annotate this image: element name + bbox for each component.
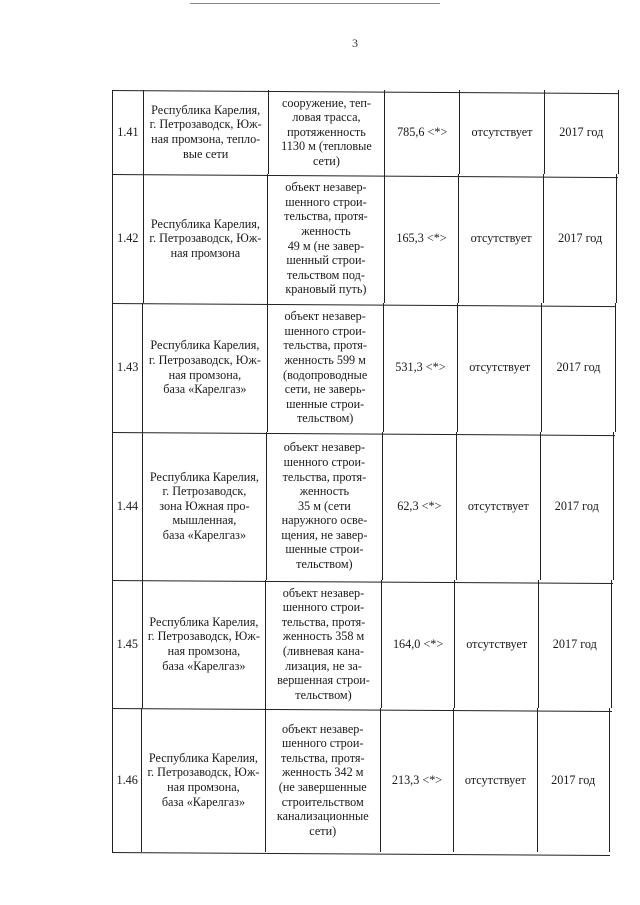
area-cell	[380, 708, 453, 852]
year-text: 2017 год	[556, 360, 601, 375]
encumbrance-cell	[454, 580, 538, 708]
year-text: 2017 год	[551, 772, 596, 787]
object-description: объект незавер- шенного строи- тельства, протя- женность 342 м (не завершенные строительством канализационные сети)	[276, 721, 369, 838]
area-cell	[383, 303, 457, 432]
year-cell	[543, 174, 618, 303]
year-cell	[541, 303, 615, 432]
table-row	[0, 303, 640, 432]
encumbrance-cell	[453, 708, 536, 852]
encumbrance-cell	[456, 432, 540, 580]
row-number-cell	[112, 90, 143, 174]
area-cell	[382, 432, 456, 580]
year-cell	[538, 580, 612, 708]
area-cell	[381, 580, 455, 708]
page-number: 3	[352, 36, 358, 50]
area-value: 164,0 <*>	[392, 636, 444, 651]
year-cell	[537, 708, 610, 852]
table-row	[0, 174, 640, 303]
row-number-cell	[112, 708, 141, 852]
table-row	[0, 580, 640, 708]
location-text: Республика Карелия, г. Петрозаводск, Юж- ная промзона	[149, 216, 262, 260]
year-text: 2017 год	[558, 231, 603, 246]
year-text: 2017 год	[554, 498, 599, 513]
encumbrance-text: отсутствует	[464, 772, 526, 787]
row-number-cell	[112, 303, 142, 432]
location-cell	[143, 174, 268, 303]
row-number: 1.42	[117, 231, 139, 246]
row-number-cell	[112, 580, 142, 708]
row-number: 1.43	[116, 360, 139, 375]
table-row	[0, 90, 640, 174]
location-text: Республика Карелия, г. Петрозаводск, Юж- ная промзона, база «Карелгаз»	[148, 338, 261, 397]
encumbrance-text: отсутствует	[469, 360, 531, 375]
object-cell	[266, 432, 382, 580]
year-text: 2017 год	[552, 636, 597, 651]
row-number-cell	[112, 174, 143, 303]
area-value: 785,6 <*>	[397, 124, 448, 139]
area-value: 165,3 <*>	[396, 231, 447, 246]
object-cell	[265, 580, 381, 708]
object-description: объект незавер- шенного строи- тельства, протя- женность 358 м (ливневая кана- лизация, не за- вершенная строи- тельством)	[277, 585, 370, 702]
object-description: объект незавер- шенного строи- тельства, протя- женность 49 м (не завер- шенный строи- тельством под- крановый путь)	[284, 180, 368, 297]
object-description: объект незавер- шенного строи- тельства, протя- женность 35 м (сети наружного осве- щения, не завер- шенные строи- тельством)	[281, 440, 368, 572]
location-cell	[142, 303, 266, 432]
encumbrance-cell	[458, 174, 543, 303]
table-row	[0, 708, 640, 852]
object-cell	[267, 174, 384, 303]
object-description: сооружение, теп- ловая трасса, протяженность 1130 м (тепловые сети)	[281, 95, 372, 168]
encumbrance-text: отсутствует	[466, 636, 528, 651]
object-cell	[265, 708, 380, 852]
encumbrance-text: отсутствует	[471, 124, 533, 139]
object-cell	[267, 303, 383, 432]
location-cell	[142, 580, 266, 708]
row-number: 1.41	[117, 124, 139, 139]
object-description: объект незавер- шенного строи- тельства, протя- женность 599 м (водопроводные сети, не заверь- шенные строи- тельством)	[283, 309, 368, 426]
table-row	[0, 432, 640, 580]
location-text: Республика Карелия, г. Петрозаводск, Юж- ная промзона, база «Карелгаз»	[147, 614, 260, 673]
area-cell	[384, 90, 459, 174]
area-cell	[384, 174, 459, 303]
row-number: 1.46	[116, 772, 138, 787]
year-cell	[540, 432, 614, 580]
location-cell	[141, 708, 264, 852]
encumbrance-cell	[459, 90, 544, 174]
area-value: 213,3 <*>	[391, 772, 443, 787]
encumbrance-text: отсутствует	[470, 231, 532, 246]
table-border-line	[112, 852, 610, 856]
page-top-rule	[190, 3, 440, 4]
row-number: 1.44	[116, 498, 139, 513]
area-value: 531,3 <*>	[395, 360, 446, 375]
location-cell	[142, 432, 266, 580]
location-text: Республика Карелия, г. Петрозаводск, Юж- ная промзона, база «Карелгаз»	[147, 750, 260, 809]
row-number: 1.45	[116, 636, 138, 651]
year-cell	[544, 90, 619, 174]
location-text: Республика Карелия, г. Петрозаводск, зона Южная про- мышленная, база «Карелгаз»	[149, 469, 259, 542]
location-cell	[143, 90, 268, 174]
year-text: 2017 год	[559, 124, 604, 139]
encumbrance-text: отсутствует	[467, 498, 529, 513]
location-text: Республика Карелия, г. Петрозаводск, Юж- ная промзона, тепло- вые сети	[149, 102, 262, 161]
row-number-cell	[112, 432, 142, 580]
object-cell	[268, 90, 385, 174]
area-value: 62,3 <*>	[397, 498, 442, 513]
encumbrance-cell	[457, 303, 541, 432]
